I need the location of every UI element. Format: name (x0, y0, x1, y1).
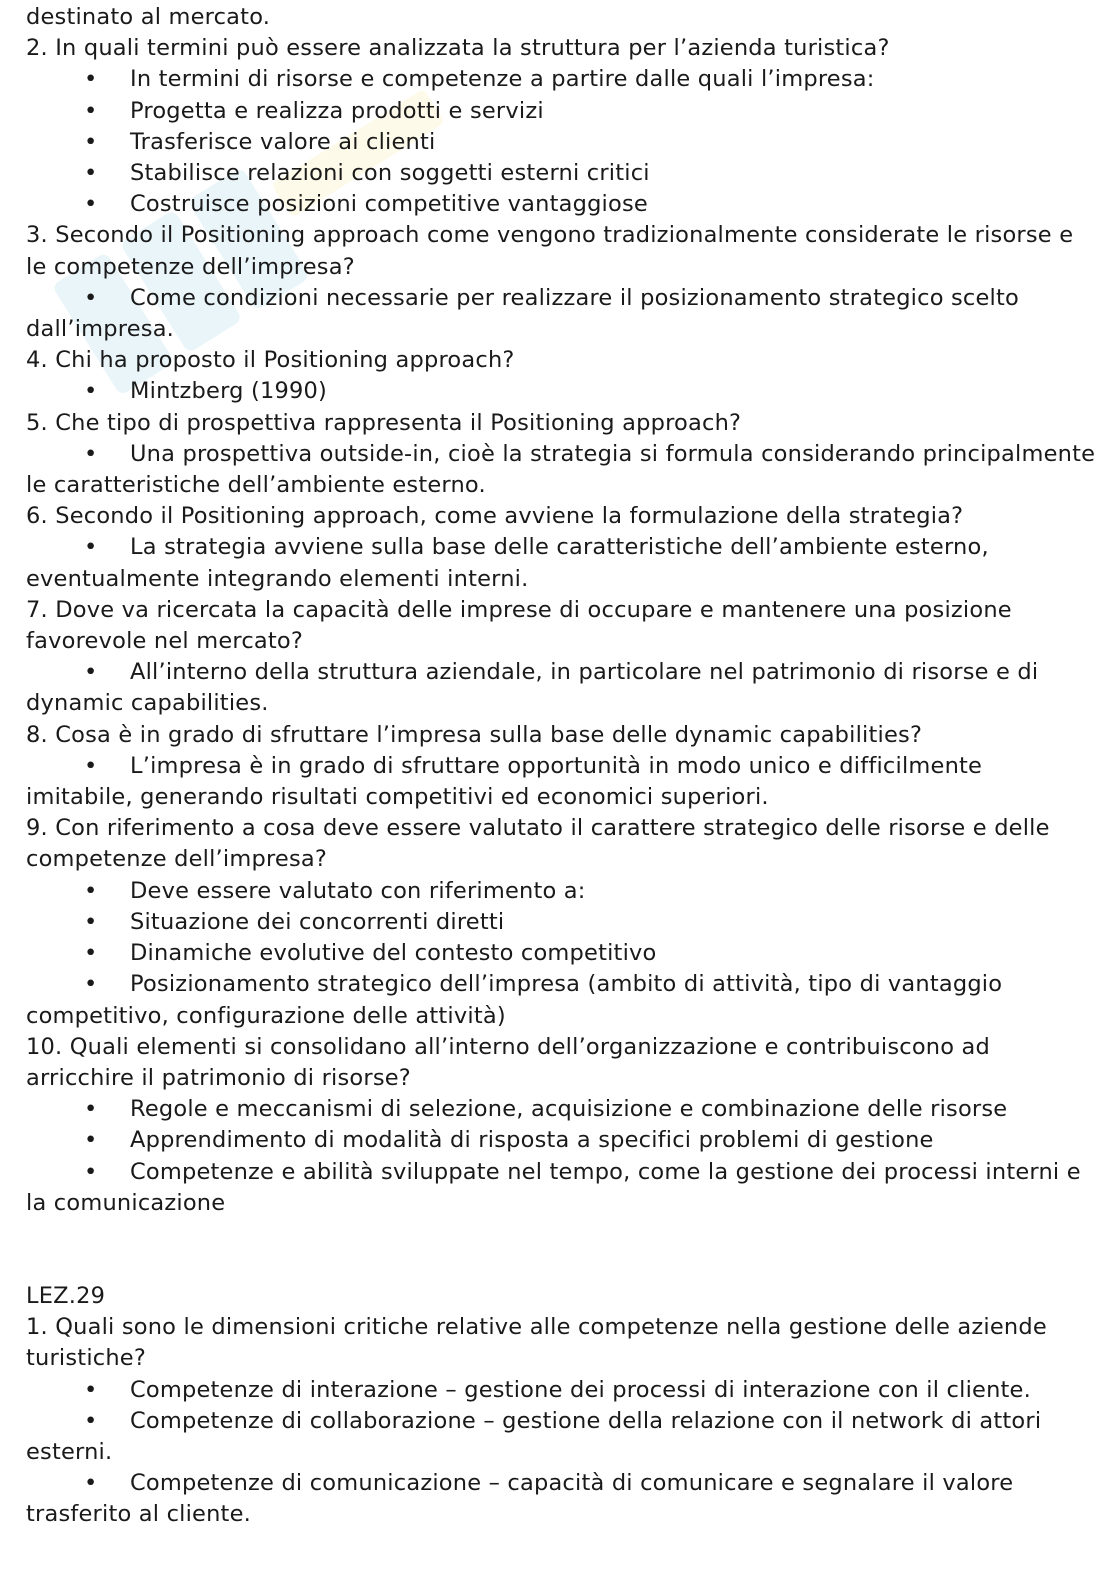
bullet-dot-icon: • (84, 971, 98, 998)
bullet-dot-icon: • (84, 1096, 98, 1123)
bullet-item (26, 1094, 1096, 1125)
bullet-text: Posizionamento strategico dell’impresa (ambito di attività, tipo di vantaggio competitivo, configurazione delle attività) (26, 971, 1003, 1029)
bullet-dot-icon: • (84, 284, 98, 311)
question-text: 3. Secondo il Positioning approach come vengono tradizionalmente considerate le risorse e le competenze dell’impresa? (26, 222, 1081, 280)
bullet-item (26, 1468, 1096, 1530)
bullet-item (26, 1157, 1096, 1219)
bullet-dot-icon: • (84, 1158, 98, 1185)
bullet-text: Apprendimento di modalità di risposta a specifici problemi di gestione (130, 1127, 934, 1154)
question-text: 2. In quali termini può essere analizzata la struttura per l’azienda turistica? (26, 35, 890, 62)
bullet-dot-icon: • (84, 534, 98, 561)
bullet-dot-icon: • (84, 659, 98, 686)
section-gap (26, 1219, 1096, 1281)
bullet-item (26, 64, 1096, 95)
question-text: 9. Con riferimento a cosa deve essere valutato il carattere strategico delle risorse e delle competenze dell’impresa? (26, 815, 1058, 873)
bullet-text: All’interno della struttura aziendale, in particolare nel patrimonio di risorse e di dynamic capabilities. (26, 659, 1039, 717)
bullet-item (26, 657, 1096, 719)
bullet-text: Costruisce posizioni competitive vantaggiose (130, 191, 648, 218)
bullet-text: In termini di risorse e competenze a partire dalle quali l’impresa: (130, 66, 875, 93)
bullet-text: Come condizioni necessarie per realizzare il posizionamento strategico scelto dall’impresa. (26, 284, 1019, 343)
bullet-text: Regole e meccanismi di selezione, acquisizione e combinazione delle risorse (130, 1096, 1008, 1123)
bullet-text: Competenze di collaborazione – gestione della relazione con il network di attori esterni. (26, 1407, 1042, 1465)
bullet-text: Stabilisce relazioni con soggetti esterni critici (130, 160, 650, 187)
bullet-item (26, 439, 1096, 501)
bullet-text: La strategia avviene sulla base delle caratteristiche dell’ambiente esterno, eventualmente integrando elementi interni. (26, 534, 989, 592)
bullet-item (26, 96, 1096, 127)
bullet-dot-icon: • (84, 1127, 98, 1154)
bullet-dot-icon: • (84, 160, 98, 187)
section-heading: LEZ.29 (26, 1282, 106, 1309)
bullet-text: Competenze di interazione – gestione dei processi di interazione con il cliente. (130, 1376, 1031, 1403)
bullet-text: Situazione dei concorrenti diretti (130, 908, 505, 935)
bullet-item (26, 751, 1096, 813)
bullet-text: Competenze di comunicazione – capacità di comunicare e segnalare il valore trasferito al cliente. (26, 1470, 1014, 1528)
bullet-text: Competenze e abilità sviluppate nel tempo, come la gestione dei processi interni e la comunicazione (26, 1158, 1081, 1216)
bullet-dot-icon: • (84, 378, 98, 405)
question-text: 5. Che tipo di prospettiva rappresenta il Positioning approach? (26, 409, 742, 436)
question-text: 4. Chi ha proposto il Positioning approach? (26, 347, 515, 374)
bullet-dot-icon: • (84, 97, 98, 124)
bullet-item (26, 1375, 1096, 1406)
body-text: destinato al mercato. (26, 4, 271, 30)
bullet-text: Mintzberg (1990) (130, 378, 327, 405)
bullet-item (26, 189, 1096, 220)
bullet-item (26, 969, 1096, 1031)
bullet-dot-icon: • (84, 908, 98, 935)
bullet-text: Dinamiche evolutive del contesto competitivo (130, 940, 657, 967)
bullet-item (26, 907, 1096, 938)
bullet-item (26, 376, 1096, 407)
bullet-dot-icon: • (84, 1470, 98, 1497)
bullet-dot-icon: • (84, 877, 98, 904)
question-text: 6. Secondo il Positioning approach, come avviene la formulazione della strategia? (26, 503, 964, 530)
bullet-dot-icon: • (84, 1376, 98, 1403)
bullet-dot-icon: • (84, 940, 98, 967)
bullet-text: Deve essere valutato con riferimento a: (130, 877, 586, 904)
bullet-text: Progetta e realizza prodotti e servizi (130, 97, 544, 124)
bullet-item (26, 1406, 1096, 1468)
bullet-dot-icon: • (84, 128, 98, 155)
bullet-text: L’impresa è in grado di sfruttare opportunità in modo unico e difficilmente imitabile, generando risultati competitivi ed economici superiori. (26, 752, 983, 811)
bullet-text: Trasferisce valore ai clienti (130, 128, 436, 155)
bullet-dot-icon: • (84, 66, 98, 93)
bullet-dot-icon: • (84, 1407, 98, 1434)
bullet-text: Una prospettiva outside-in, cioè la strategia si formula considerando principalmente le caratteristiche dell’ambiente esterno. (26, 440, 1096, 499)
bullet-item (26, 283, 1096, 345)
document-page (26, 2, 1096, 1531)
bullet-item (26, 876, 1096, 907)
bullet-item (26, 532, 1096, 594)
bullet-dot-icon: • (84, 752, 98, 779)
question-text: 1. Quali sono le dimensioni critiche relative alle competenze nella gestione delle aziende turistiche? (26, 1314, 1055, 1372)
bullet-item (26, 127, 1096, 158)
bullet-dot-icon: • (84, 191, 98, 218)
question-text: 7. Dove va ricercata la capacità delle imprese di occupare e mantenere una posizione favorevole nel mercato? (26, 596, 1020, 655)
bullet-item (26, 158, 1096, 189)
bullet-item (26, 1125, 1096, 1156)
question-text: 10. Quali elementi si consolidano all’interno dell’organizzazione e contribuiscono ad arricchire il patrimonio di risorse? (26, 1033, 998, 1091)
bullet-dot-icon: • (84, 440, 98, 467)
bullet-item (26, 938, 1096, 969)
question-text: 8. Cosa è in grado di sfruttare l’impresa sulla base delle dynamic capabilities? (26, 721, 923, 748)
